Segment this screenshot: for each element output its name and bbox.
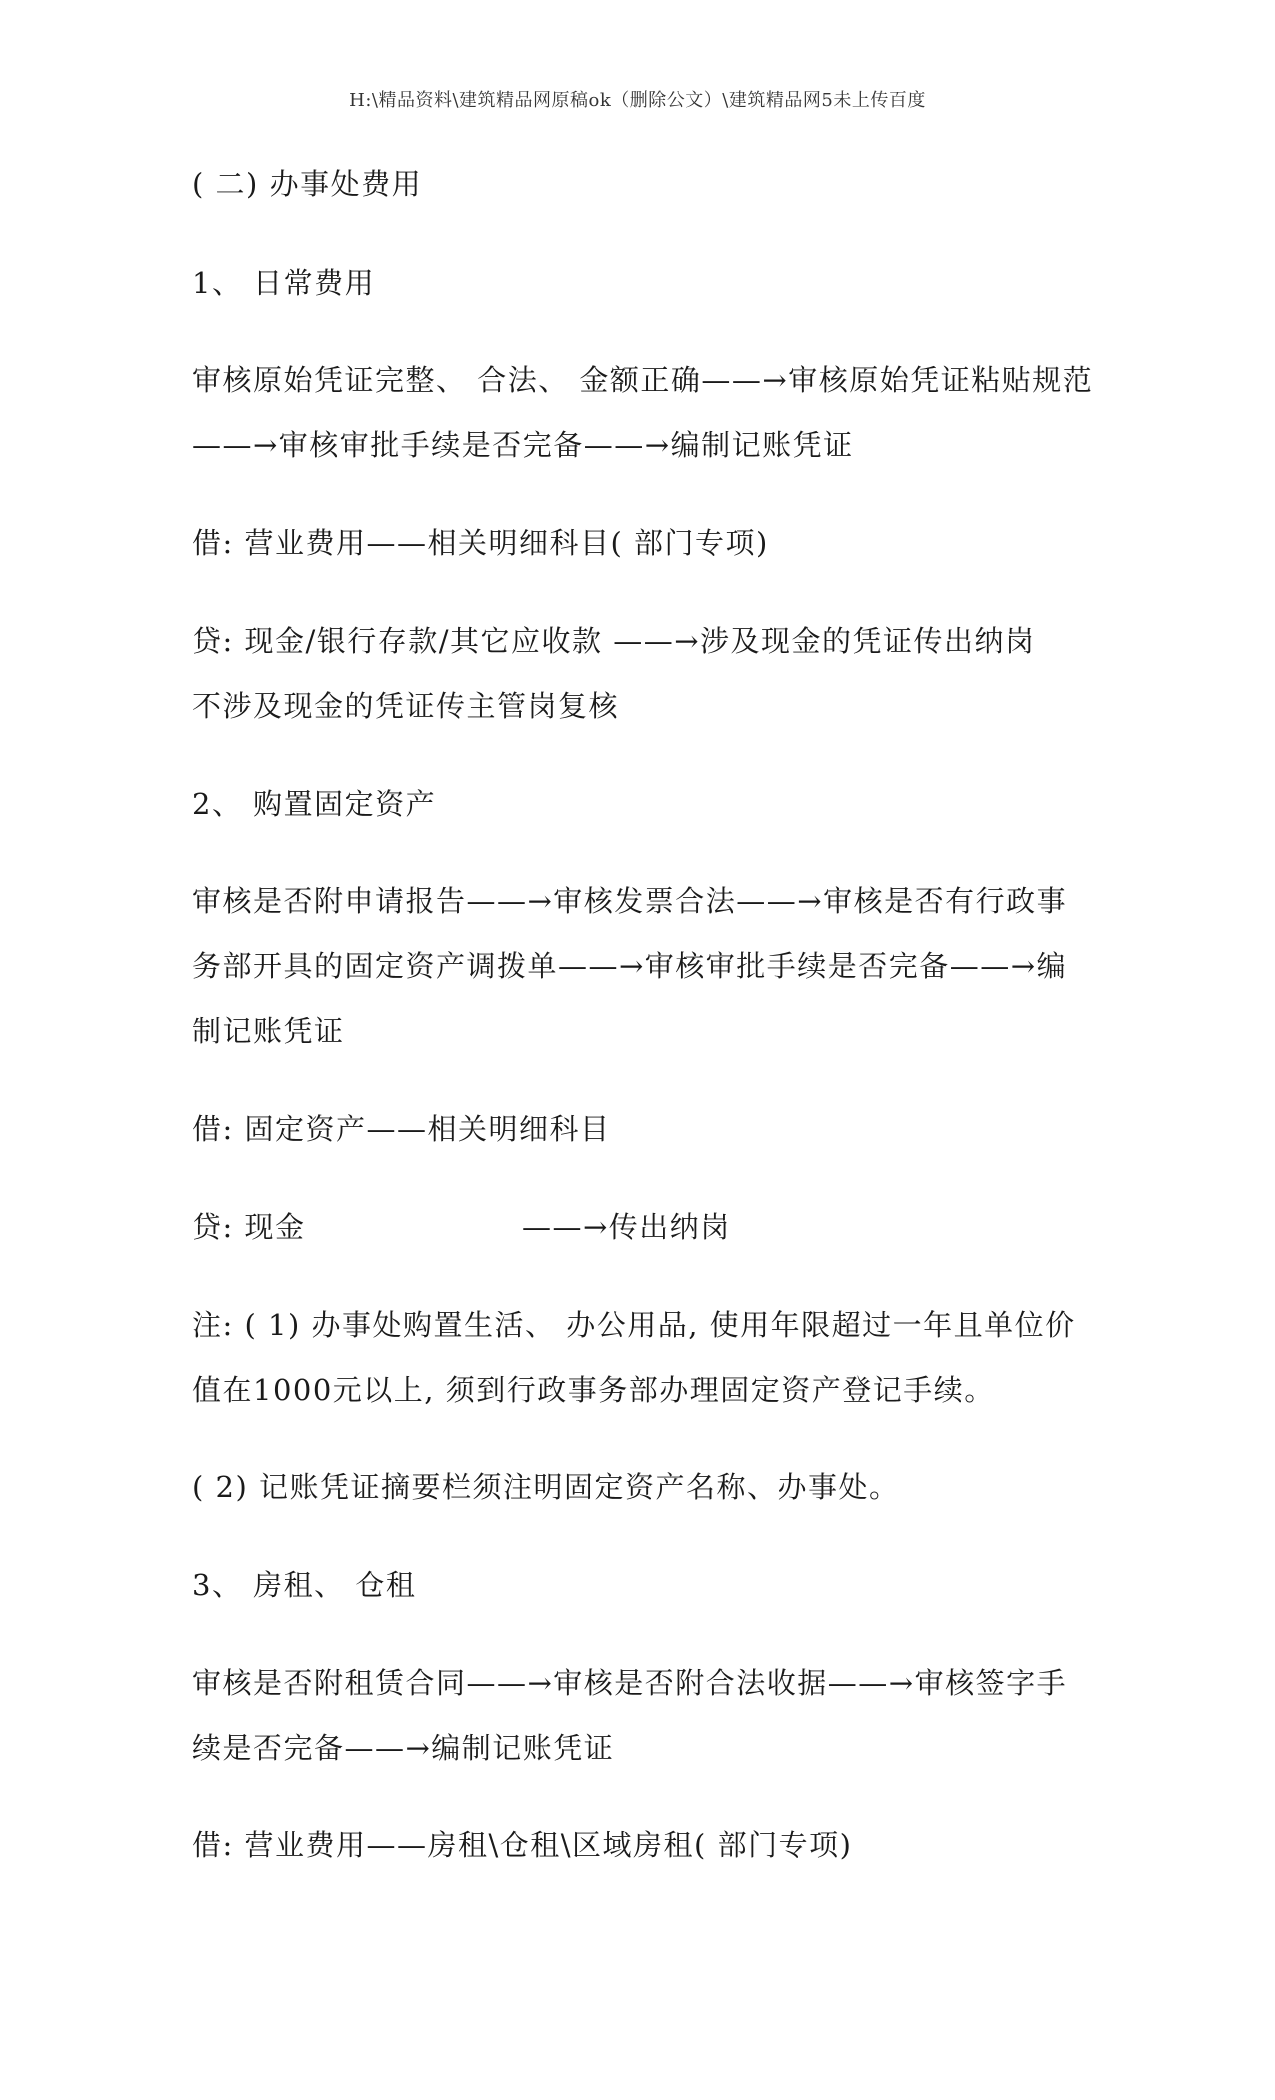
item1-heading: 1、 日常费用	[192, 266, 376, 300]
item2-flow-line2: 务部开具的固定资产调拨单——→审核审批手续是否完备——→编	[192, 949, 1068, 983]
item1-flow-line2: ——→审核审批手续是否完备——→编制记账凭证	[192, 428, 854, 462]
item2-flow-line1: 审核是否附申请报告——→审核发票合法——→审核是否有行政事	[192, 884, 1068, 918]
section-title: ( 二) 办事处费用	[192, 167, 423, 201]
item2-credit-arrow: ——→传出纳岗	[522, 1210, 731, 1244]
item2-flow-line3: 制记账凭证	[192, 1014, 345, 1048]
item1-credit: 贷: 现金/银行存款/其它应收款 ——→涉及现金的凭证传出纳岗	[192, 624, 1036, 658]
item1-debit: 借: 营业费用——相关明细科目( 部门专项)	[192, 526, 769, 560]
item2-heading: 2、 购置固定资产	[192, 787, 437, 821]
item1-flow-line1: 审核原始凭证完整、 合法、 金额正确——→审核原始凭证粘贴规范	[192, 363, 1094, 397]
item3-flow-line2: 续是否完备——→编制记账凭证	[192, 1731, 615, 1765]
item3-debit: 借: 营业费用——房租\仓租\区域房租( 部门专项)	[192, 1828, 853, 1862]
item3-flow-line1: 审核是否附租赁合同——→审核是否附合法收据——→审核签字手	[192, 1666, 1068, 1700]
item2-note1-line1: 注: ( 1) 办事处购置生活、 办公用品, 使用年限超过一年且单位价	[192, 1308, 1076, 1342]
item2-credit-label: 贷: 现金	[192, 1210, 306, 1244]
item2-note1-line2: 值在1000元以上, 须到行政事务部办理固定资产登记手续。	[192, 1373, 995, 1407]
item2-note2: ( 2) 记账凭证摘要栏须注明固定资产名称、办事处。	[192, 1470, 900, 1504]
item3-heading: 3、 房租、 仓租	[192, 1568, 417, 1602]
page-header-path: H:\精品资料\建筑精品网原稿ok（删除公文）\建筑精品网5未上传百度	[349, 90, 926, 111]
item1-credit-cont: 不涉及现金的凭证传主管岗复核	[192, 689, 620, 723]
item2-debit: 借: 固定资产——相关明细科目	[192, 1112, 611, 1146]
